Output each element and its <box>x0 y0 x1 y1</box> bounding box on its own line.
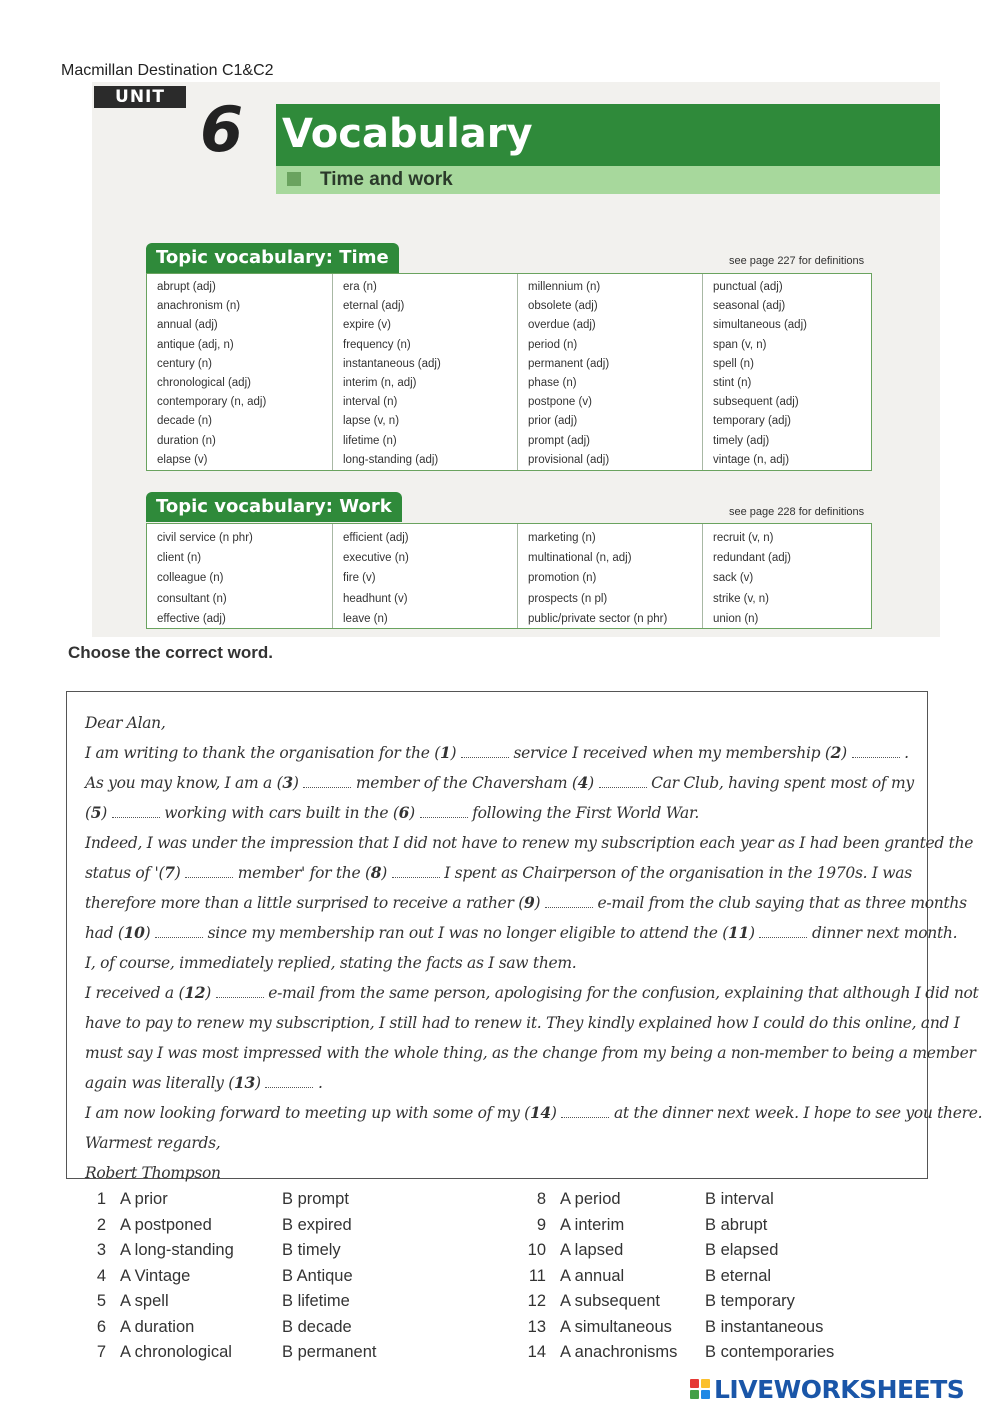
option-b[interactable]: B prompt <box>282 1190 349 1208</box>
option-number: 8 <box>536 1190 546 1208</box>
time_vocab-column <box>147 274 332 470</box>
work_vocab-word: union (n) <box>713 612 759 625</box>
brand-name: LIVEWORKSHEETS <box>714 1374 965 1404</box>
work_vocab-word: prospects (n pl) <box>528 592 608 605</box>
work_vocab-word: sack (v) <box>713 572 754 585</box>
option-a[interactable]: A postponed <box>120 1215 212 1234</box>
time_vocab-word: era (n) <box>343 281 377 293</box>
blank-11[interactable] <box>759 925 807 938</box>
option-b[interactable]: B contemporaries <box>705 1343 835 1361</box>
time_vocab-word: provisional (adj) <box>528 453 610 466</box>
work_vocab-word: efficient (adj) <box>343 532 409 544</box>
letter-line: Indeed, I was under the impression that I did not have to renew my subscription each year as I had been granted the <box>85 834 974 852</box>
option-b[interactable]: B abrupt <box>705 1215 768 1234</box>
blank-9[interactable] <box>545 895 593 908</box>
letter-line: I am writing to thank the organisation for the (1) service I received when my membership (2) . <box>85 743 909 762</box>
letter-line: I, of course, immediately replied, stating the facts as I saw them. <box>85 954 577 972</box>
work_vocab-word: executive (n) <box>343 552 409 565</box>
option-row <box>80 1264 410 1289</box>
work_vocab-word: headhunt (v) <box>343 592 408 605</box>
time_vocab-word: antique (adj, n) <box>157 338 234 351</box>
time_vocab-word: lifetime (n) <box>343 434 397 447</box>
time_vocab-column <box>517 274 702 470</box>
option-row <box>520 1289 850 1314</box>
letter-line: As you may know, I am a (3) member of the Chaversham (4) Car Club, having spent most of my <box>85 773 914 792</box>
blank-7[interactable] <box>185 865 233 878</box>
source-label: Macmillan Destination C1&C2 <box>61 62 274 79</box>
option-b[interactable]: B Antique <box>282 1266 353 1285</box>
option-number: 9 <box>536 1215 546 1234</box>
work-vocab-see-page: see page 228 for definitions <box>729 506 865 518</box>
option-a[interactable]: A chronological <box>120 1343 232 1361</box>
blank-14[interactable] <box>561 1105 609 1118</box>
option-a[interactable]: A lapsed <box>560 1241 624 1259</box>
time_vocab-word: prior (adj) <box>528 415 578 428</box>
blank-6[interactable] <box>420 805 468 818</box>
option-number: 2 <box>96 1215 106 1234</box>
time_vocab-word: permanent (adj) <box>528 357 610 370</box>
work_vocab-word: civil service (n phr) <box>157 532 253 544</box>
blank-1[interactable] <box>461 745 509 758</box>
time_vocab-word: spell (n) <box>713 357 754 370</box>
time-vocab-see-page: see page 227 for definitions <box>729 255 865 267</box>
time_vocab-word: elapse (v) <box>157 453 208 466</box>
option-number: 10 <box>527 1241 546 1259</box>
option-b[interactable]: B lifetime <box>282 1292 350 1310</box>
time_vocab-word: stint (n) <box>713 377 752 390</box>
time_vocab-word: anachronism (n) <box>157 300 241 313</box>
time_vocab-word: chronological (adj) <box>157 377 251 390</box>
option-number: 4 <box>96 1266 106 1285</box>
option-b[interactable]: B eternal <box>705 1266 772 1285</box>
option-row <box>80 1289 410 1314</box>
option-row <box>520 1264 850 1289</box>
option-a[interactable]: A anachronisms <box>560 1343 678 1361</box>
work_vocab-column <box>517 524 702 628</box>
option-number: 14 <box>527 1343 546 1361</box>
option-number: 7 <box>96 1343 106 1361</box>
work-vocab-heading: Topic vocabulary: Work <box>146 492 402 522</box>
option-a[interactable]: A annual <box>560 1266 625 1285</box>
letter-line: had (10) since my membership ran out I was no longer eligible to attend the (11) dinner next month. <box>85 923 958 942</box>
work_vocab-word: fire (v) <box>343 572 376 585</box>
option-a[interactable]: A duration <box>120 1317 195 1336</box>
blank-8[interactable] <box>392 865 440 878</box>
option-row <box>80 1340 410 1365</box>
liveworksheets-icon <box>690 1379 710 1399</box>
letter-line: must say I was most impressed with the whole thing, as the change from my being a non-member to being a member <box>85 1044 976 1062</box>
time_vocab-word: eternal (adj) <box>343 300 405 313</box>
time_vocab-word: expire (v) <box>343 319 391 332</box>
time_vocab-word: subsequent (adj) <box>713 396 799 409</box>
work_vocab-word: recruit (v, n) <box>713 532 774 544</box>
option-a[interactable]: A Vintage <box>120 1266 191 1285</box>
time_vocab-column <box>702 274 871 470</box>
work_vocab-word: redundant (adj) <box>713 552 791 565</box>
work_vocab-column <box>702 524 871 628</box>
option-b[interactable]: B temporary <box>705 1292 795 1310</box>
time_vocab-word: decade (n) <box>157 415 212 428</box>
work_vocab-column <box>147 524 332 628</box>
time_vocab-column <box>332 274 517 470</box>
time_vocab-word: annual (adj) <box>157 319 218 332</box>
option-number: 1 <box>96 1190 106 1208</box>
work_vocab-word: client (n) <box>157 552 202 565</box>
option-row <box>520 1187 850 1212</box>
letter-line: again was literally (13) . <box>85 1073 323 1092</box>
time_vocab-word: prompt (adj) <box>528 434 590 447</box>
blank-2[interactable] <box>852 745 900 758</box>
time_vocab-word: instantaneous (adj) <box>343 357 441 370</box>
square-bullet-icon <box>287 172 301 186</box>
option-a[interactable]: A subsequent <box>560 1292 660 1310</box>
blank-12[interactable] <box>216 985 264 998</box>
option-row <box>520 1238 850 1263</box>
letter-line: I am now looking forward to meeting up with some of my (14) at the dinner next week. I hope to see you there. <box>85 1103 983 1122</box>
time_vocab-word: long-standing (adj) <box>343 453 439 466</box>
option-a[interactable]: A prior <box>120 1190 168 1208</box>
letter-line: status of '(7) member' for the (8) I spent as Chairperson of the organisation in the 1970s. I was <box>85 863 912 882</box>
time_vocab-word: overdue (adj) <box>528 319 596 332</box>
option-number: 3 <box>96 1241 106 1259</box>
time_vocab-word: century (n) <box>157 357 212 370</box>
letter-signoff: Warmest regards, <box>85 1134 221 1152</box>
time_vocab-word: lapse (v, n) <box>343 415 400 428</box>
unit-number: 6 <box>200 93 244 166</box>
option-number: 5 <box>96 1292 106 1310</box>
time_vocab-word: seasonal (adj) <box>713 300 786 313</box>
option-a[interactable]: A spell <box>120 1292 169 1310</box>
letter-line: (5) working with cars built in the (6) following the First World War. <box>85 803 699 822</box>
work_vocab-word: promotion (n) <box>528 572 597 585</box>
work_vocab-word: colleague (n) <box>157 572 224 585</box>
letter-signature: Robert Thompson <box>85 1164 221 1182</box>
letter-line: therefore more than a little surprised to receive a rather (9) e-mail from the club saying that as three months <box>85 893 967 912</box>
exercise-instruction: Choose the correct word. <box>68 643 273 662</box>
work_vocab-word: multinational (n, adj) <box>528 552 632 565</box>
option-row <box>520 1340 850 1365</box>
work_vocab-word: public/private sector (n phr) <box>528 612 668 625</box>
letter-line: I received a (12) e-mail from the same person, apologising for the confusion, explaining that although I did not <box>85 983 979 1002</box>
page-title: Vocabulary <box>282 111 533 157</box>
blank-5[interactable] <box>112 805 160 818</box>
time_vocab-word: timely (adj) <box>713 434 770 447</box>
work_vocab-word: consultant (n) <box>157 592 227 605</box>
option-number: 12 <box>527 1292 546 1310</box>
option-b[interactable]: B instantaneous <box>705 1317 824 1336</box>
option-b[interactable]: B timely <box>282 1241 341 1259</box>
time_vocab-word: duration (n) <box>157 434 216 447</box>
option-b[interactable]: B interval <box>705 1190 774 1208</box>
time_vocab-word: period (n) <box>528 338 578 351</box>
option-row <box>80 1238 410 1263</box>
time_vocab-word: temporary (adj) <box>713 415 791 428</box>
option-row <box>520 1213 850 1238</box>
letter-greeting: Dear Alan, <box>85 714 166 732</box>
work_vocab-word: effective (adj) <box>157 612 226 625</box>
work_vocab-word: leave (n) <box>343 612 388 625</box>
letter-line: have to pay to renew my subscription, I still had to renew it. They kindly explained how I could do this online, and I <box>85 1014 960 1032</box>
option-row <box>80 1213 410 1238</box>
time_vocab-word: obsolete (adj) <box>528 300 598 313</box>
time_vocab-word: span (v, n) <box>713 338 767 351</box>
liveworksheets-logo <box>690 1376 964 1402</box>
work_vocab-word: strike (v, n) <box>713 592 770 605</box>
option-row <box>80 1315 410 1340</box>
time_vocab-word: abrupt (adj) <box>157 281 216 293</box>
page-subtitle: Time and work <box>320 169 453 190</box>
option-b[interactable]: B permanent <box>282 1343 377 1361</box>
time_vocab-word: interim (n, adj) <box>343 377 417 390</box>
unit-badge: UNIT <box>94 86 186 108</box>
time_vocab-word: postpone (v) <box>528 396 592 409</box>
blank-4[interactable] <box>599 775 647 788</box>
blank-10[interactable] <box>155 925 203 938</box>
blank-3[interactable] <box>303 775 351 788</box>
time_vocab-word: interval (n) <box>343 396 398 409</box>
option-a[interactable]: A simultaneous <box>560 1317 672 1336</box>
option-a[interactable]: A interim <box>560 1215 625 1234</box>
time-vocab-heading: Topic vocabulary: Time <box>146 243 399 273</box>
option-row <box>520 1315 850 1340</box>
option-b[interactable]: B decade <box>282 1317 352 1336</box>
time_vocab-word: phase (n) <box>528 377 577 390</box>
time_vocab-word: frequency (n) <box>343 338 411 351</box>
work-vocab-table <box>146 523 872 629</box>
option-a[interactable]: A period <box>560 1190 621 1208</box>
option-number: 11 <box>528 1266 546 1285</box>
work_vocab-column <box>332 524 517 628</box>
time-vocab-table <box>146 273 872 471</box>
blank-13[interactable] <box>265 1075 313 1088</box>
time_vocab-word: simultaneous (adj) <box>713 319 807 332</box>
time_vocab-word: contemporary (n, adj) <box>157 396 267 409</box>
time_vocab-word: vintage (n, adj) <box>713 453 790 466</box>
time_vocab-word: punctual (adj) <box>713 281 783 293</box>
option-a[interactable]: A long-standing <box>120 1241 234 1259</box>
letter-text <box>66 691 983 1182</box>
option-row <box>80 1187 410 1212</box>
time_vocab-word: millennium (n) <box>528 281 601 293</box>
option-b[interactable]: B expired <box>282 1215 352 1234</box>
work_vocab-word: marketing (n) <box>528 532 596 544</box>
option-b[interactable]: B elapsed <box>705 1241 779 1259</box>
option-number: 6 <box>96 1317 106 1336</box>
option-number: 13 <box>527 1317 546 1336</box>
